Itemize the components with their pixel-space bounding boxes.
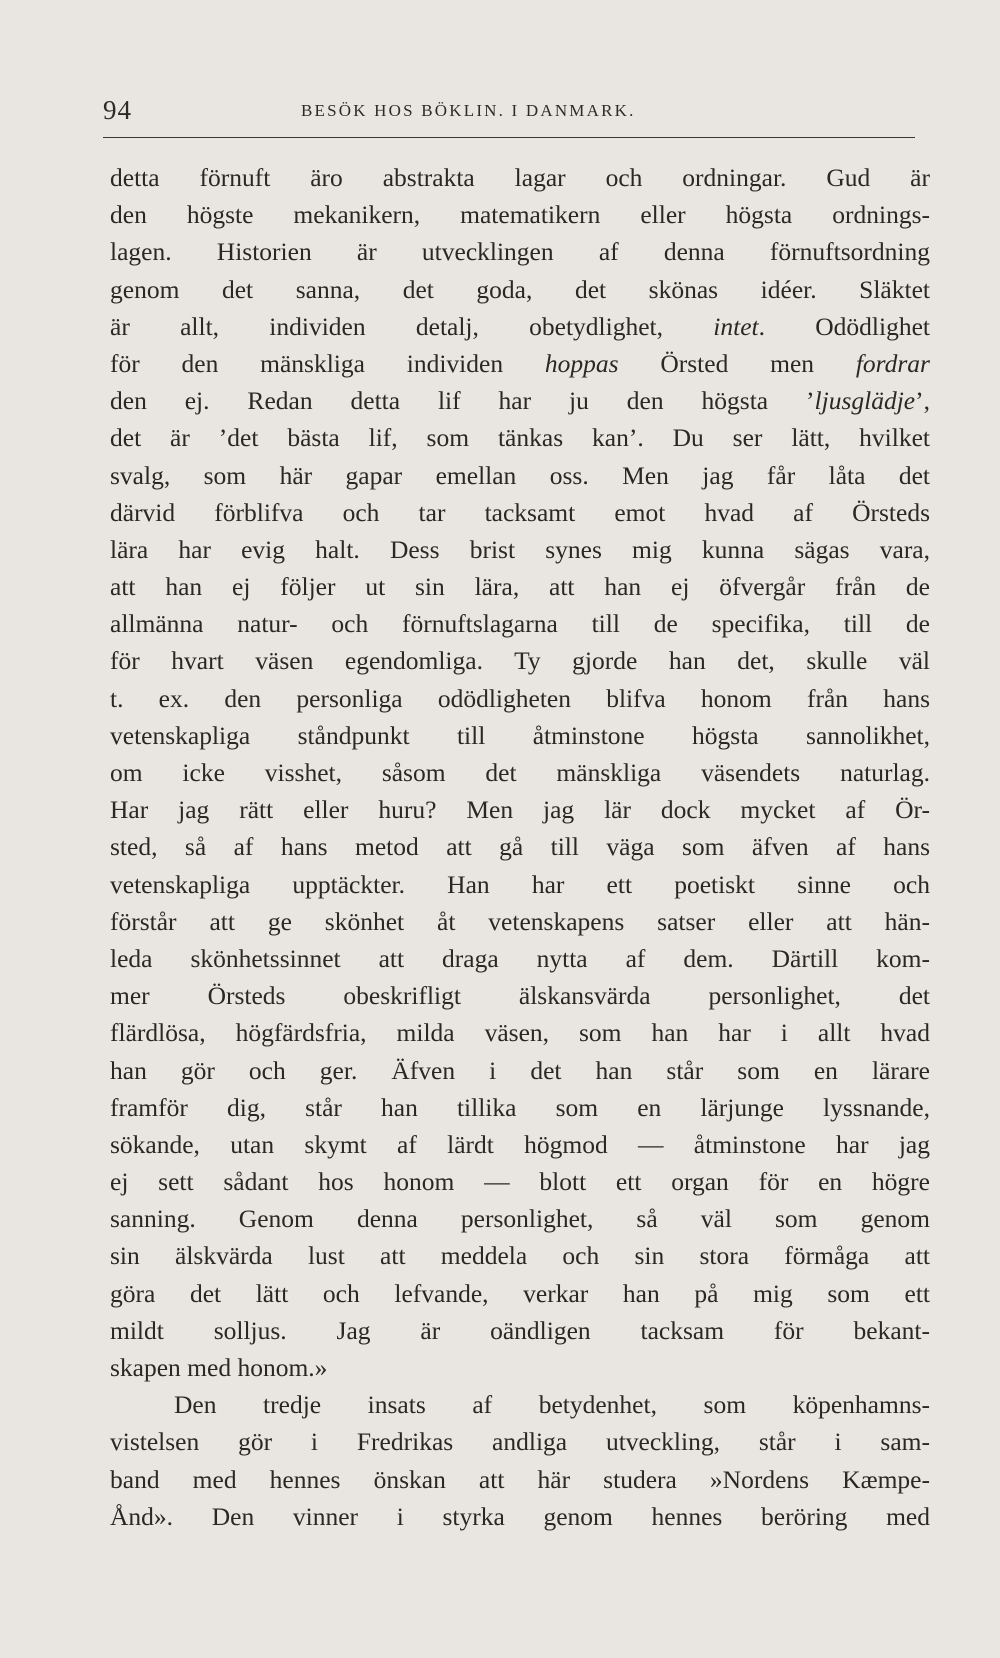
text-line xyxy=(110,828,930,865)
text-run: flärdlösa, högfärdsfria, milda väsen, som han har i allt hvad xyxy=(110,1018,930,1048)
text-run: vetenskapliga ståndpunkt till åtminstone högsta sannolikhet, xyxy=(110,720,930,750)
running-title: BESÖK HOS BÖKLIN. I DANMARK. xyxy=(301,101,636,120)
text-line xyxy=(110,1423,930,1460)
text-run: mer Örsteds obeskrifligt älskansvärda personlighet, det xyxy=(110,981,930,1011)
italic-run: intet xyxy=(713,311,759,341)
text-run: för den mänskliga individen xyxy=(110,348,545,378)
text-line xyxy=(110,717,930,754)
text-run: svalg, som här gapar emellan oss. Men jag får låta det xyxy=(110,460,930,490)
text-line xyxy=(110,196,930,233)
text-run: om icke visshet, såsom det mänskliga väsendets naturlag. xyxy=(110,758,930,787)
running-head xyxy=(103,95,915,135)
page-number: 94 xyxy=(103,95,132,125)
text-run: Örsted men xyxy=(618,348,856,378)
text-run: genom det sanna, det goda, det skönas idéer. Släktet xyxy=(110,274,930,304)
text-run: göra det lätt och lefvande, verkar han på mig som ett xyxy=(110,1278,930,1308)
text-run: att han ej följer ut sin lära, att han ej öfvergår från de xyxy=(110,572,930,602)
text-line xyxy=(110,1312,930,1349)
text-line xyxy=(110,1461,930,1498)
italic-run: fordrar xyxy=(855,348,930,378)
text-line xyxy=(110,642,930,679)
text-run: t. ex. den personliga odödligheten blifva honom från hans xyxy=(110,683,930,713)
text-run: det är ’det bästa lif, som tänkas kan’. Du ser lätt, hvilket xyxy=(110,423,930,453)
text-run: sanning. Genom denna personlighet, så väl som genom xyxy=(110,1204,930,1234)
text-run: förstår att ge skönhet åt vetenskapens satser eller att hän- xyxy=(110,906,930,936)
text-run: Ånd». Den vinner i styrka genom hennes beröring med xyxy=(110,1501,930,1531)
text-line xyxy=(110,382,930,419)
text-run: leda skönhetssinnet att draga nytta af dem. Därtill kom- xyxy=(110,943,930,973)
text-run: Har jag rätt eller huru? Men jag lär dock mycket af Ör- xyxy=(110,795,930,825)
text-run: ej sett sådant hos honom — blott ett organ för en högre xyxy=(110,1167,930,1197)
text-run: skapen med honom.» xyxy=(110,1353,328,1382)
text-line xyxy=(110,419,930,456)
text-line xyxy=(110,903,930,940)
text-run: den högste mekanikern, matematikern eller högsta ordnings- xyxy=(110,200,930,230)
text-run: sted, så af hans metod att gå till väga som äfven af hans xyxy=(110,832,930,862)
text-run: den ej. Redan detta lif har ju den högsta ’ xyxy=(110,386,815,416)
text-line xyxy=(110,791,930,828)
text-run: band med hennes önskan att här studera »Nordens Kæmpe- xyxy=(110,1464,930,1494)
paragraph-start-line xyxy=(110,1386,930,1423)
text-run: . Odödlighet xyxy=(758,311,930,341)
text-run: framför dig, står han tillika som en lärjunge lyssnande, xyxy=(110,1092,930,1122)
text-run: sin älskvärda lust att meddela och sin stora förmåga att xyxy=(110,1241,930,1271)
text-run: vetenskapliga upptäckter. Han har ett poetiskt sinne och xyxy=(110,869,930,899)
body-text xyxy=(110,159,930,1535)
text-run: detta förnuft äro abstrakta lagar och ordningar. Gud är xyxy=(110,163,930,192)
text-run: är allt, individen detalj, obetydlighet, xyxy=(110,311,714,341)
text-line xyxy=(110,680,930,717)
text-run: för hvart väsen egendomliga. Ty gjorde han det, skulle väl xyxy=(110,646,930,676)
text-line xyxy=(110,531,930,568)
text-line xyxy=(110,568,930,605)
text-run: vistelsen gör i Fredrikas andliga utveckling, står i sam- xyxy=(110,1427,930,1457)
text-run: lagen. Historien är utvecklingen af denna förnuftsordning xyxy=(110,237,930,267)
text-line xyxy=(110,977,930,1014)
text-line xyxy=(110,940,930,977)
text-line xyxy=(110,1014,930,1051)
text-line xyxy=(110,1052,930,1089)
text-line xyxy=(110,1237,930,1274)
header-rule xyxy=(103,137,915,138)
text-line xyxy=(110,494,930,531)
italic-run: hoppas xyxy=(544,348,619,378)
text-line xyxy=(110,457,930,494)
text-run: ’, xyxy=(915,386,930,416)
italic-run: ljusglädje xyxy=(814,386,916,416)
text-run: han gör och ger. Äfven i det han står som en lärare xyxy=(110,1055,930,1085)
text-line xyxy=(110,345,930,382)
text-line xyxy=(110,866,930,903)
text-line xyxy=(110,1498,930,1535)
text-line xyxy=(110,159,930,196)
text-line xyxy=(110,1200,930,1237)
text-run: därvid förblifva och tar tacksamt emot hvad af Örsteds xyxy=(110,497,930,527)
text-line xyxy=(110,1089,930,1126)
text-line xyxy=(110,1126,930,1163)
text-run: sökande, utan skymt af lärdt högmod — åtminstone har jag xyxy=(110,1129,930,1159)
text-line xyxy=(110,1275,930,1312)
text-run: mildt solljus. Jag är oändligen tacksam för bekant- xyxy=(110,1315,930,1345)
text-line xyxy=(110,1163,930,1200)
text-run: allmänna natur- och förnuftslagarna till de specifika, till de xyxy=(110,609,930,639)
text-line xyxy=(110,308,930,345)
paragraph-end-line xyxy=(110,1349,930,1386)
text-line xyxy=(110,233,930,270)
text-run: lära har evig halt. Dess brist synes mig kunna sägas vara, xyxy=(110,534,930,564)
text-run: Den tredje insats af betydenhet, som köpenhamns- xyxy=(174,1390,930,1420)
text-line xyxy=(110,271,930,308)
text-line xyxy=(110,605,930,642)
text-line xyxy=(110,754,930,791)
